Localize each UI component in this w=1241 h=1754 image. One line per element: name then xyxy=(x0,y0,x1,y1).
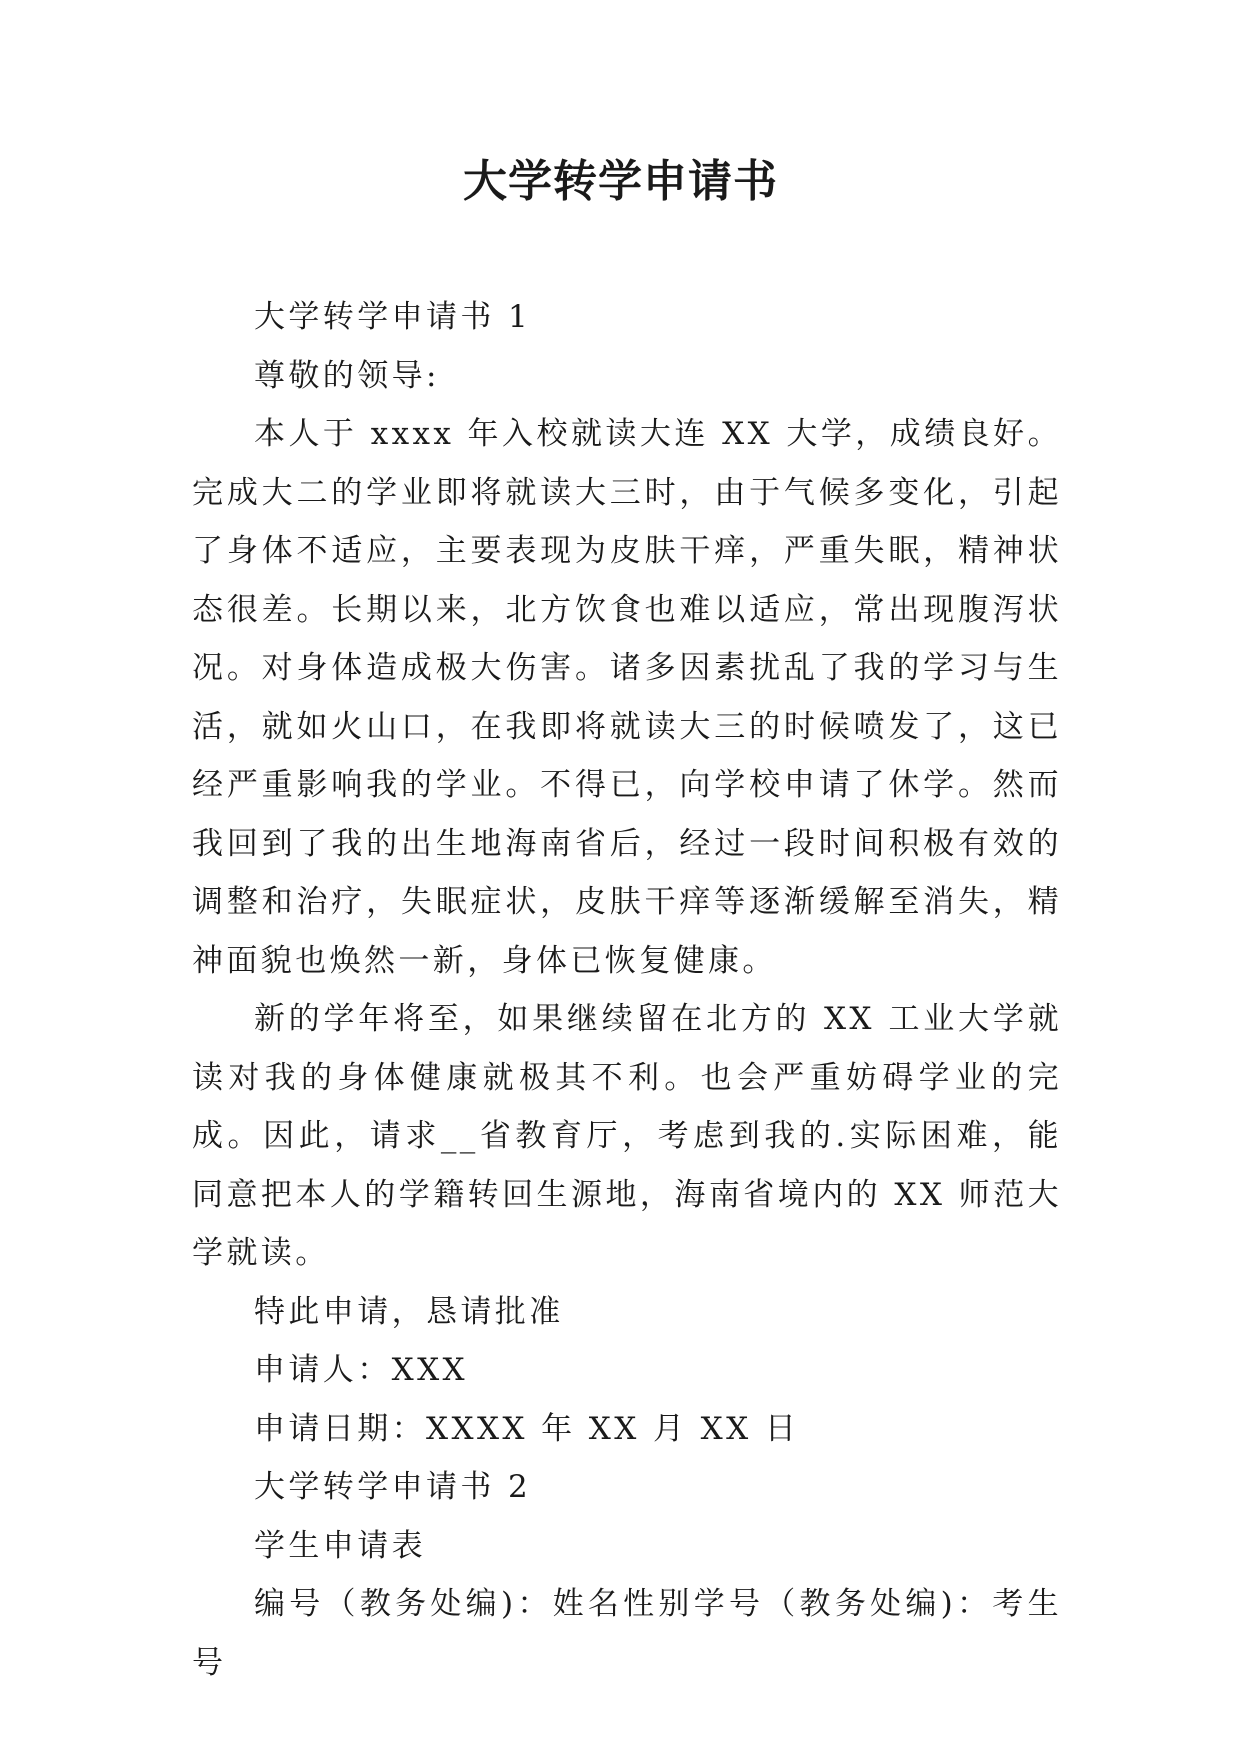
salutation: 尊敬的领导: xyxy=(254,357,440,394)
paragraph-background: 本人于 xxxx 年入校就读大连 XX 大学，成绩良好。完成大二的学业即将就读大三时，由于气候多变化，引起了身体不适应，主要表现为皮肤干痒，严重失眠，精神状态很差。长期以来，北方饮食也难以适应，常出现腹泻状况。对身体造成极大伤害。诸多因素扰乱了我的学习与生活，就如火山口，在我即将就读大三的时候喷发了，这已经严重影响我的学业。不得已，向学校申请了休学。然而我回到了我的出生地海南省后，经过一段时间积极有效的调整和治疗，失眠症状，皮肤干痒等逐渐缓解至消失，精神面貌也焕然一新，身体已恢复健康。 xyxy=(192,416,1062,979)
form-title: 学生申请表 xyxy=(254,1527,426,1564)
form-fields-line: 编号（教务处编)：姓名性别学号（教务处编)：考生号 xyxy=(192,1586,1062,1681)
section-heading-2: 大学转学申请书 2 xyxy=(254,1469,532,1505)
section-heading-1: 大学转学申请书 1 xyxy=(254,299,532,335)
document-title: 大学转学申请书 xyxy=(463,156,778,207)
closing-line: 特此申请，恳请批准 xyxy=(254,1293,564,1330)
paragraph-request: 新的学年将至，如果继续留在北方的 XX 工业大学就读对我的身体健康就极其不利。也会严重妨碍学业的完成。因此，请求__省教育厅，考虑到我的.实际困难，能同意把本人的学籍转回生源地，海南省境内的 XX 师范大学就读。 xyxy=(192,1001,1062,1271)
application-date-line: 申请日期：XXXX 年 XX 月 XX 日 xyxy=(254,1410,800,1447)
applicant-line: 申请人：XXX xyxy=(254,1352,469,1388)
document-body xyxy=(192,288,1062,1692)
